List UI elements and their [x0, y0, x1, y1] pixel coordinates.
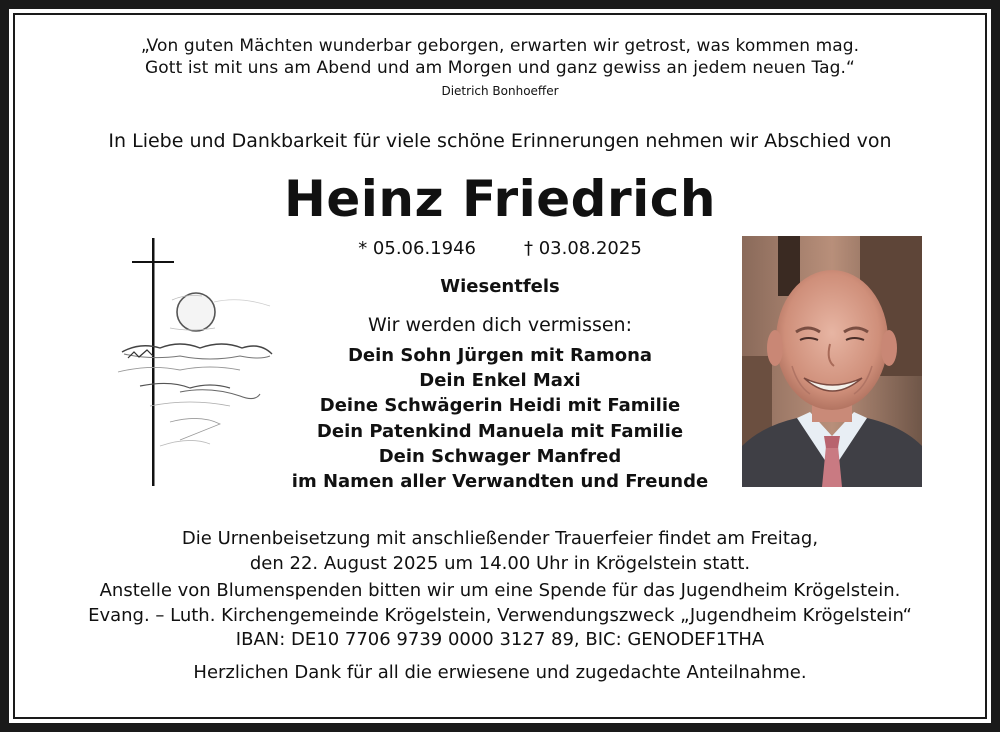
info-line-2: den 22. August 2025 um 14.00 Uhr in Krögelstein statt.: [249, 552, 751, 574]
info-line-1: Die Urnenbeisetzung mit anschließender Trauerfeier findet am Freitag,: [181, 528, 819, 549]
quote-line-1: „Von guten Mächten wunderbar geborgen, erwarten wir getrost, was kommen mag.: [140, 36, 860, 56]
mourner-line: Deine Schwägerin Heidi mit Familie: [319, 395, 681, 417]
landscape-drawing: [118, 344, 272, 446]
mourner-line: Dein Patenkind Manuela mit Familie: [316, 420, 684, 442]
info-line-5: IBAN: DE10 7706 9739 0000 3127 89, BIC: GENODEF1THA: [235, 629, 765, 650]
service-info: [0, 527, 1000, 653]
thanks-text: Herzlichen Dank für all die erwiesene und zugedachte Anteilnahme.: [193, 662, 807, 683]
mourner-line: Dein Schwager Manfred: [378, 445, 622, 467]
death-date: † 03.08.2025: [524, 238, 642, 259]
quote: [0, 35, 1000, 79]
mourner-line: im Namen aller Verwandten und Freunde: [291, 471, 709, 493]
quote-line-2: Gott ist mit uns am Abend und am Morgen und ganz gewiss an jedem neuen Tag.“: [145, 58, 855, 78]
quote-author: Dietrich Bonhoeffer: [441, 84, 559, 98]
moon-icon: [170, 293, 270, 331]
intro-text: In Liebe und Dankbarkeit für viele schöne Erinnerungen nehmen wir Abschied von: [108, 130, 892, 152]
miss-text: Wir werden dich vermissen:: [367, 314, 633, 336]
place-of-residence: Wiesentfels: [440, 276, 560, 297]
cross-icon: [132, 238, 174, 486]
portrait-photo: [742, 236, 922, 487]
info-line-3: Anstelle von Blumenspenden bitten wir um eine Spende für das Jugendheim Krögelstein.: [99, 580, 901, 601]
mourner-line: Dein Enkel Maxi: [419, 370, 581, 392]
cross-landscape-illustration: [110, 236, 285, 488]
birth-date: * 05.06.1946: [358, 238, 476, 259]
mourner-line: Dein Sohn Jürgen mit Ramona: [347, 345, 653, 366]
info-line-4: Evang. – Luth. Kirchengemeinde Krögelstein, Verwendungszweck „Jugendheim Krögelstein“: [88, 604, 912, 626]
deceased-name: Heinz Friedrich: [284, 170, 716, 228]
